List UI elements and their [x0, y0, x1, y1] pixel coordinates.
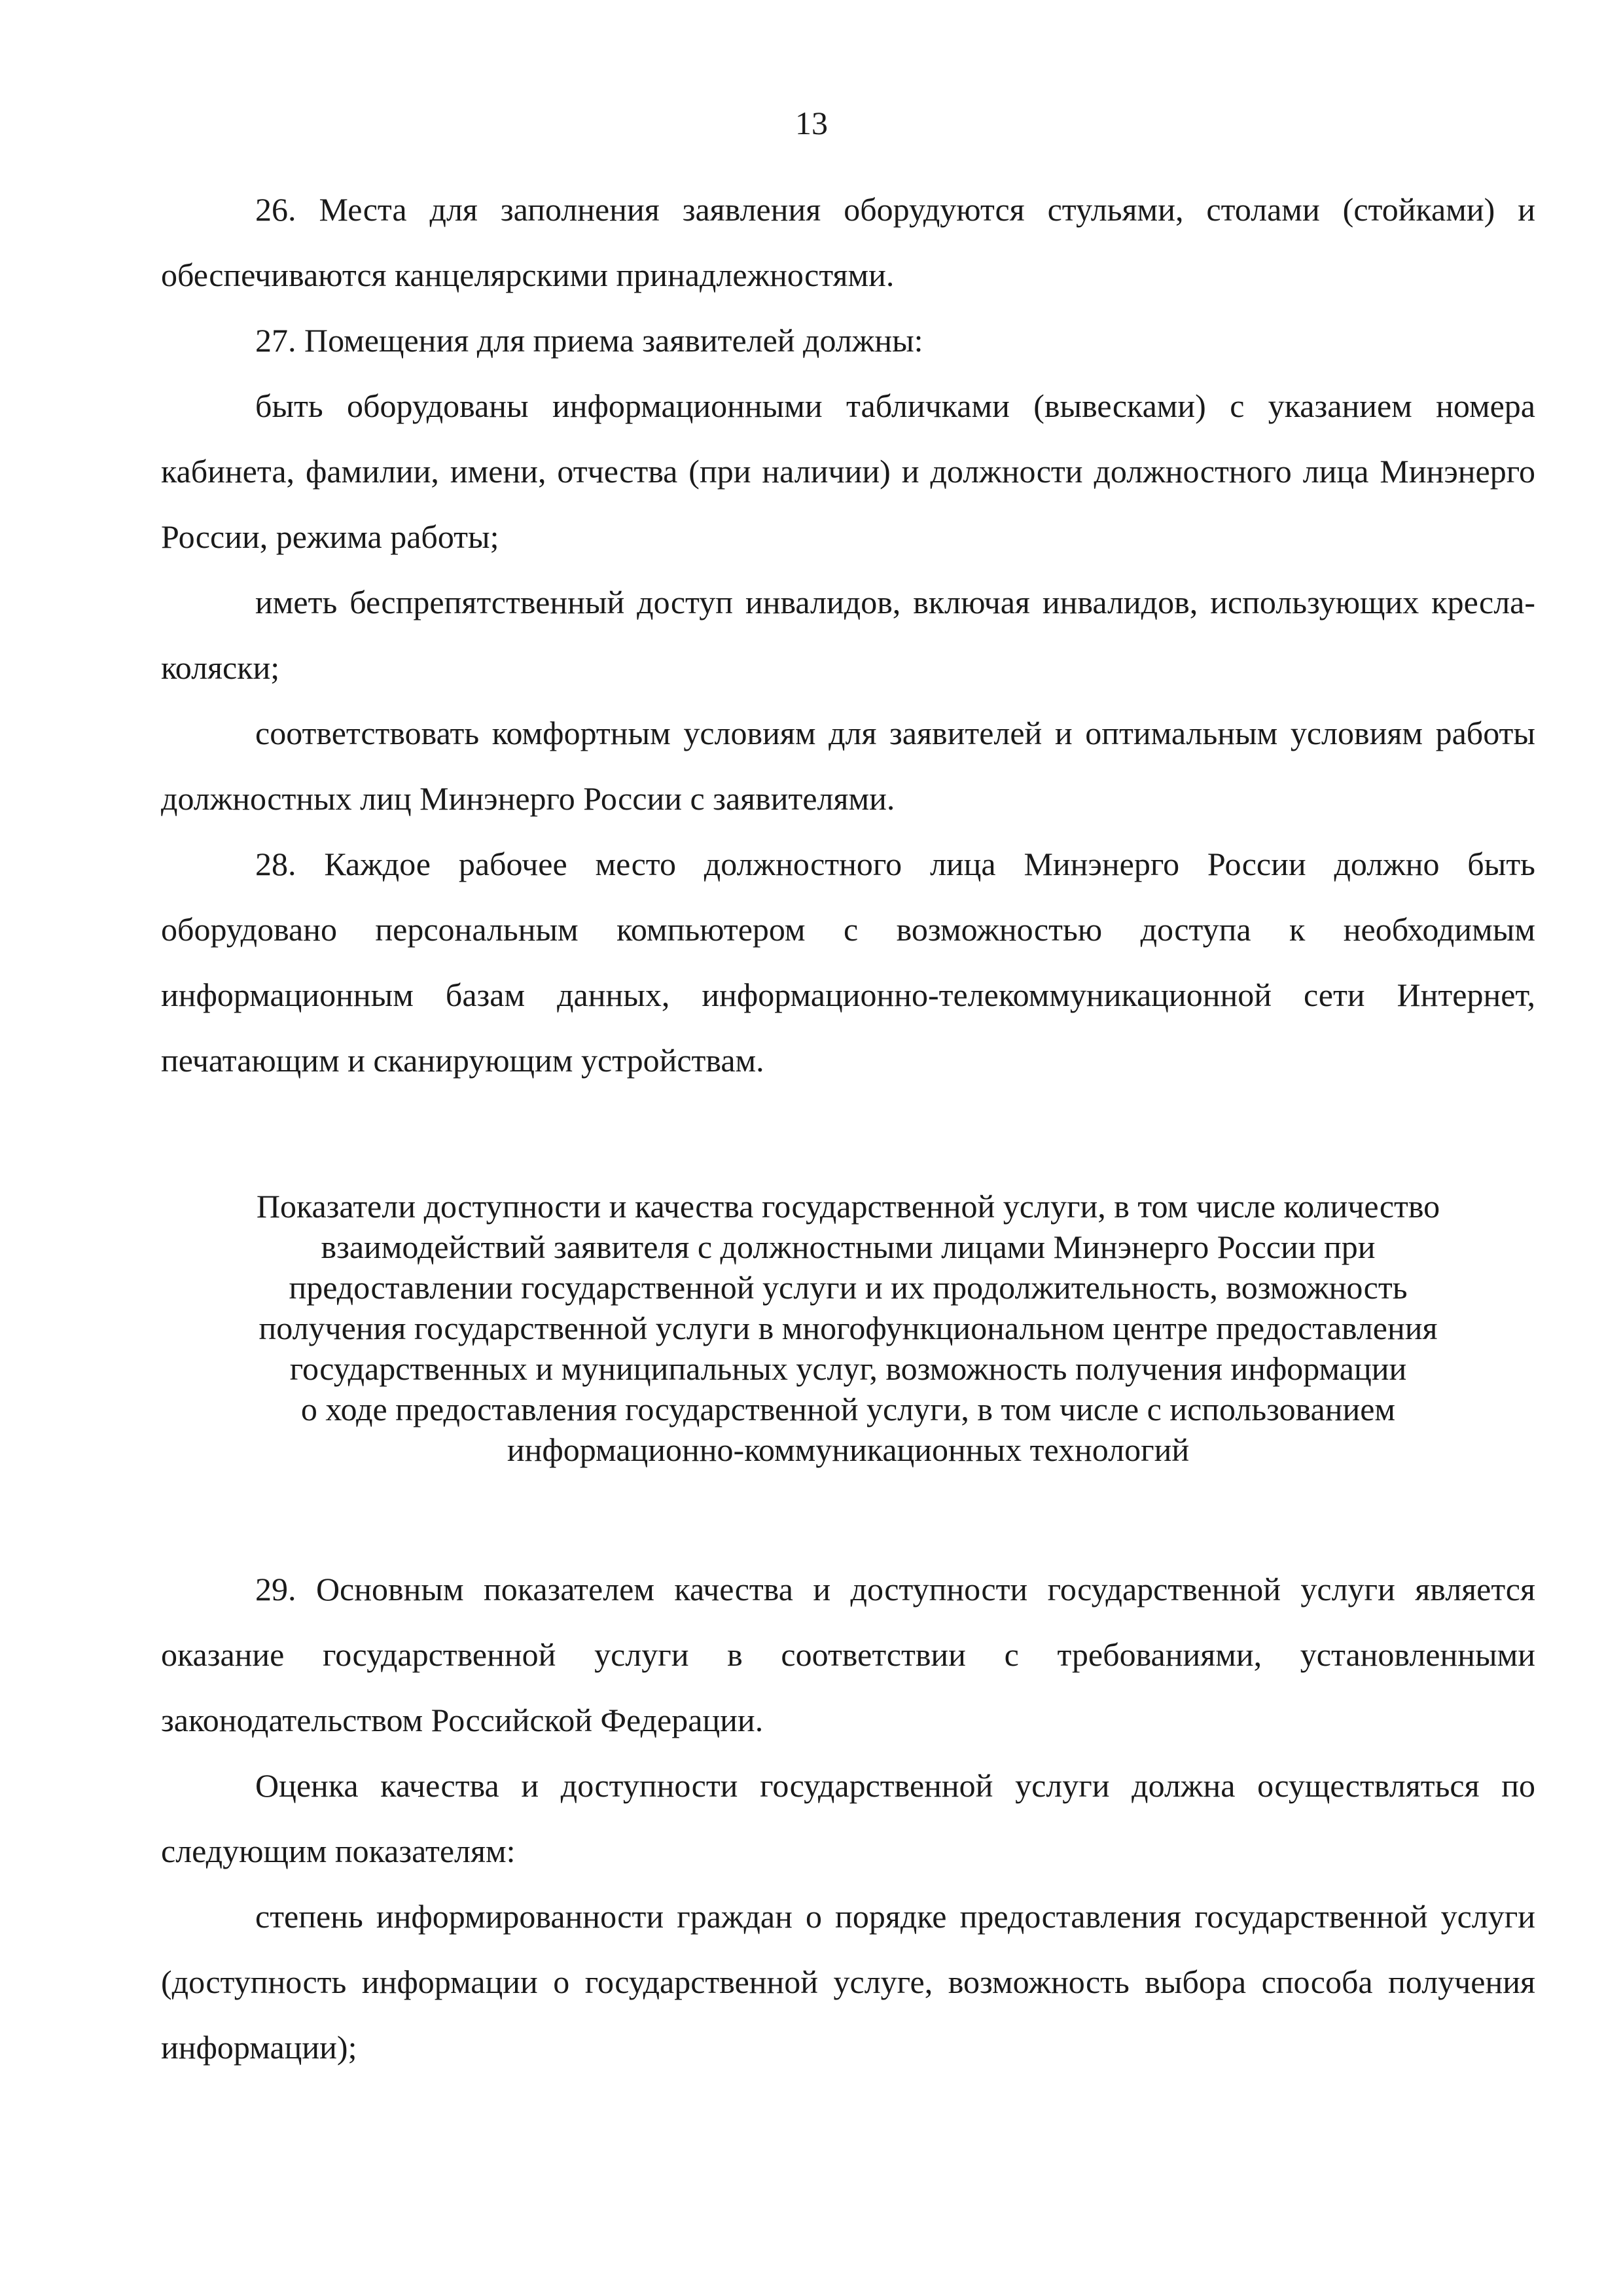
paragraph-27-item-comfort: соответствовать комфортным условиям для заявителей и оптимальным условиям работы должностных лиц Минэнерго России с заявителями.	[161, 715, 1535, 817]
paragraph-29: 29. Основным показателем качества и доступности государственной услуги является оказание государственной услуги в соответствии с требованиями, установленными законодательством Российской Федерации.	[161, 1571, 1535, 1738]
document-body	[161, 177, 1535, 2080]
page-number: 13	[795, 105, 828, 141]
section-heading	[161, 1186, 1535, 1470]
paragraph-27-item-access: иметь беспрепятственный доступ инвалидов, включая инвалидов, использующих кресла-коляски;	[161, 584, 1535, 686]
section-indicators	[161, 1556, 1535, 2080]
paragraph-29-assessment: Оценка качества и доступности государственной услуги должна осуществляться по следующим показателям:	[161, 1767, 1535, 1869]
heading-line: предоставлении государственной услуги и их продолжительность, возможность	[289, 1269, 1408, 1306]
heading-line: Показатели доступности и качества государственной услуги, в том числе количество	[256, 1188, 1440, 1225]
heading-line: получения государственной услуги в многофункциональном центре предоставления	[259, 1310, 1438, 1346]
paragraph-27-item-signs: быть оборудованы информационными табличками (вывесками) с указанием номера кабинета, фамилии, имени, отчества (при наличии) и должности должностного лица Минэнерго России, режима работы;	[161, 387, 1535, 555]
paragraph-26: 26. Места для заполнения заявления оборудуются стульями, столами (стойками) и обеспечиваются канцелярскими принадлежностями.	[161, 191, 1535, 293]
section-premises	[161, 177, 1535, 1093]
paragraph-27: 27. Помещения для приема заявителей должны:	[255, 322, 923, 359]
paragraph-29-item-awareness: степень информированности граждан о порядке предоставления государственной услуги (доступность информации о государственной услуге, возможность выбора способа получения информации);	[161, 1898, 1535, 2066]
paragraph-28: 28. Каждое рабочее место должностного лица Минэнерго России должно быть оборудовано персональным компьютером с возможностью доступа к необходимым информационным базам данных, информационно-телекоммуникационной сети Интернет, печатающим и сканирующим устройствам.	[161, 846, 1535, 1079]
heading-line: информационно-коммуникационных технологий	[507, 1431, 1190, 1468]
heading-line: государственных и муниципальных услуг, возможность получения информации	[289, 1350, 1407, 1387]
heading-line: взаимодействий заявителя с должностными лицами Минэнерго России при	[321, 1229, 1376, 1265]
heading-line: о ходе предоставления государственной услуги, в том числе с использованием	[300, 1391, 1396, 1427]
